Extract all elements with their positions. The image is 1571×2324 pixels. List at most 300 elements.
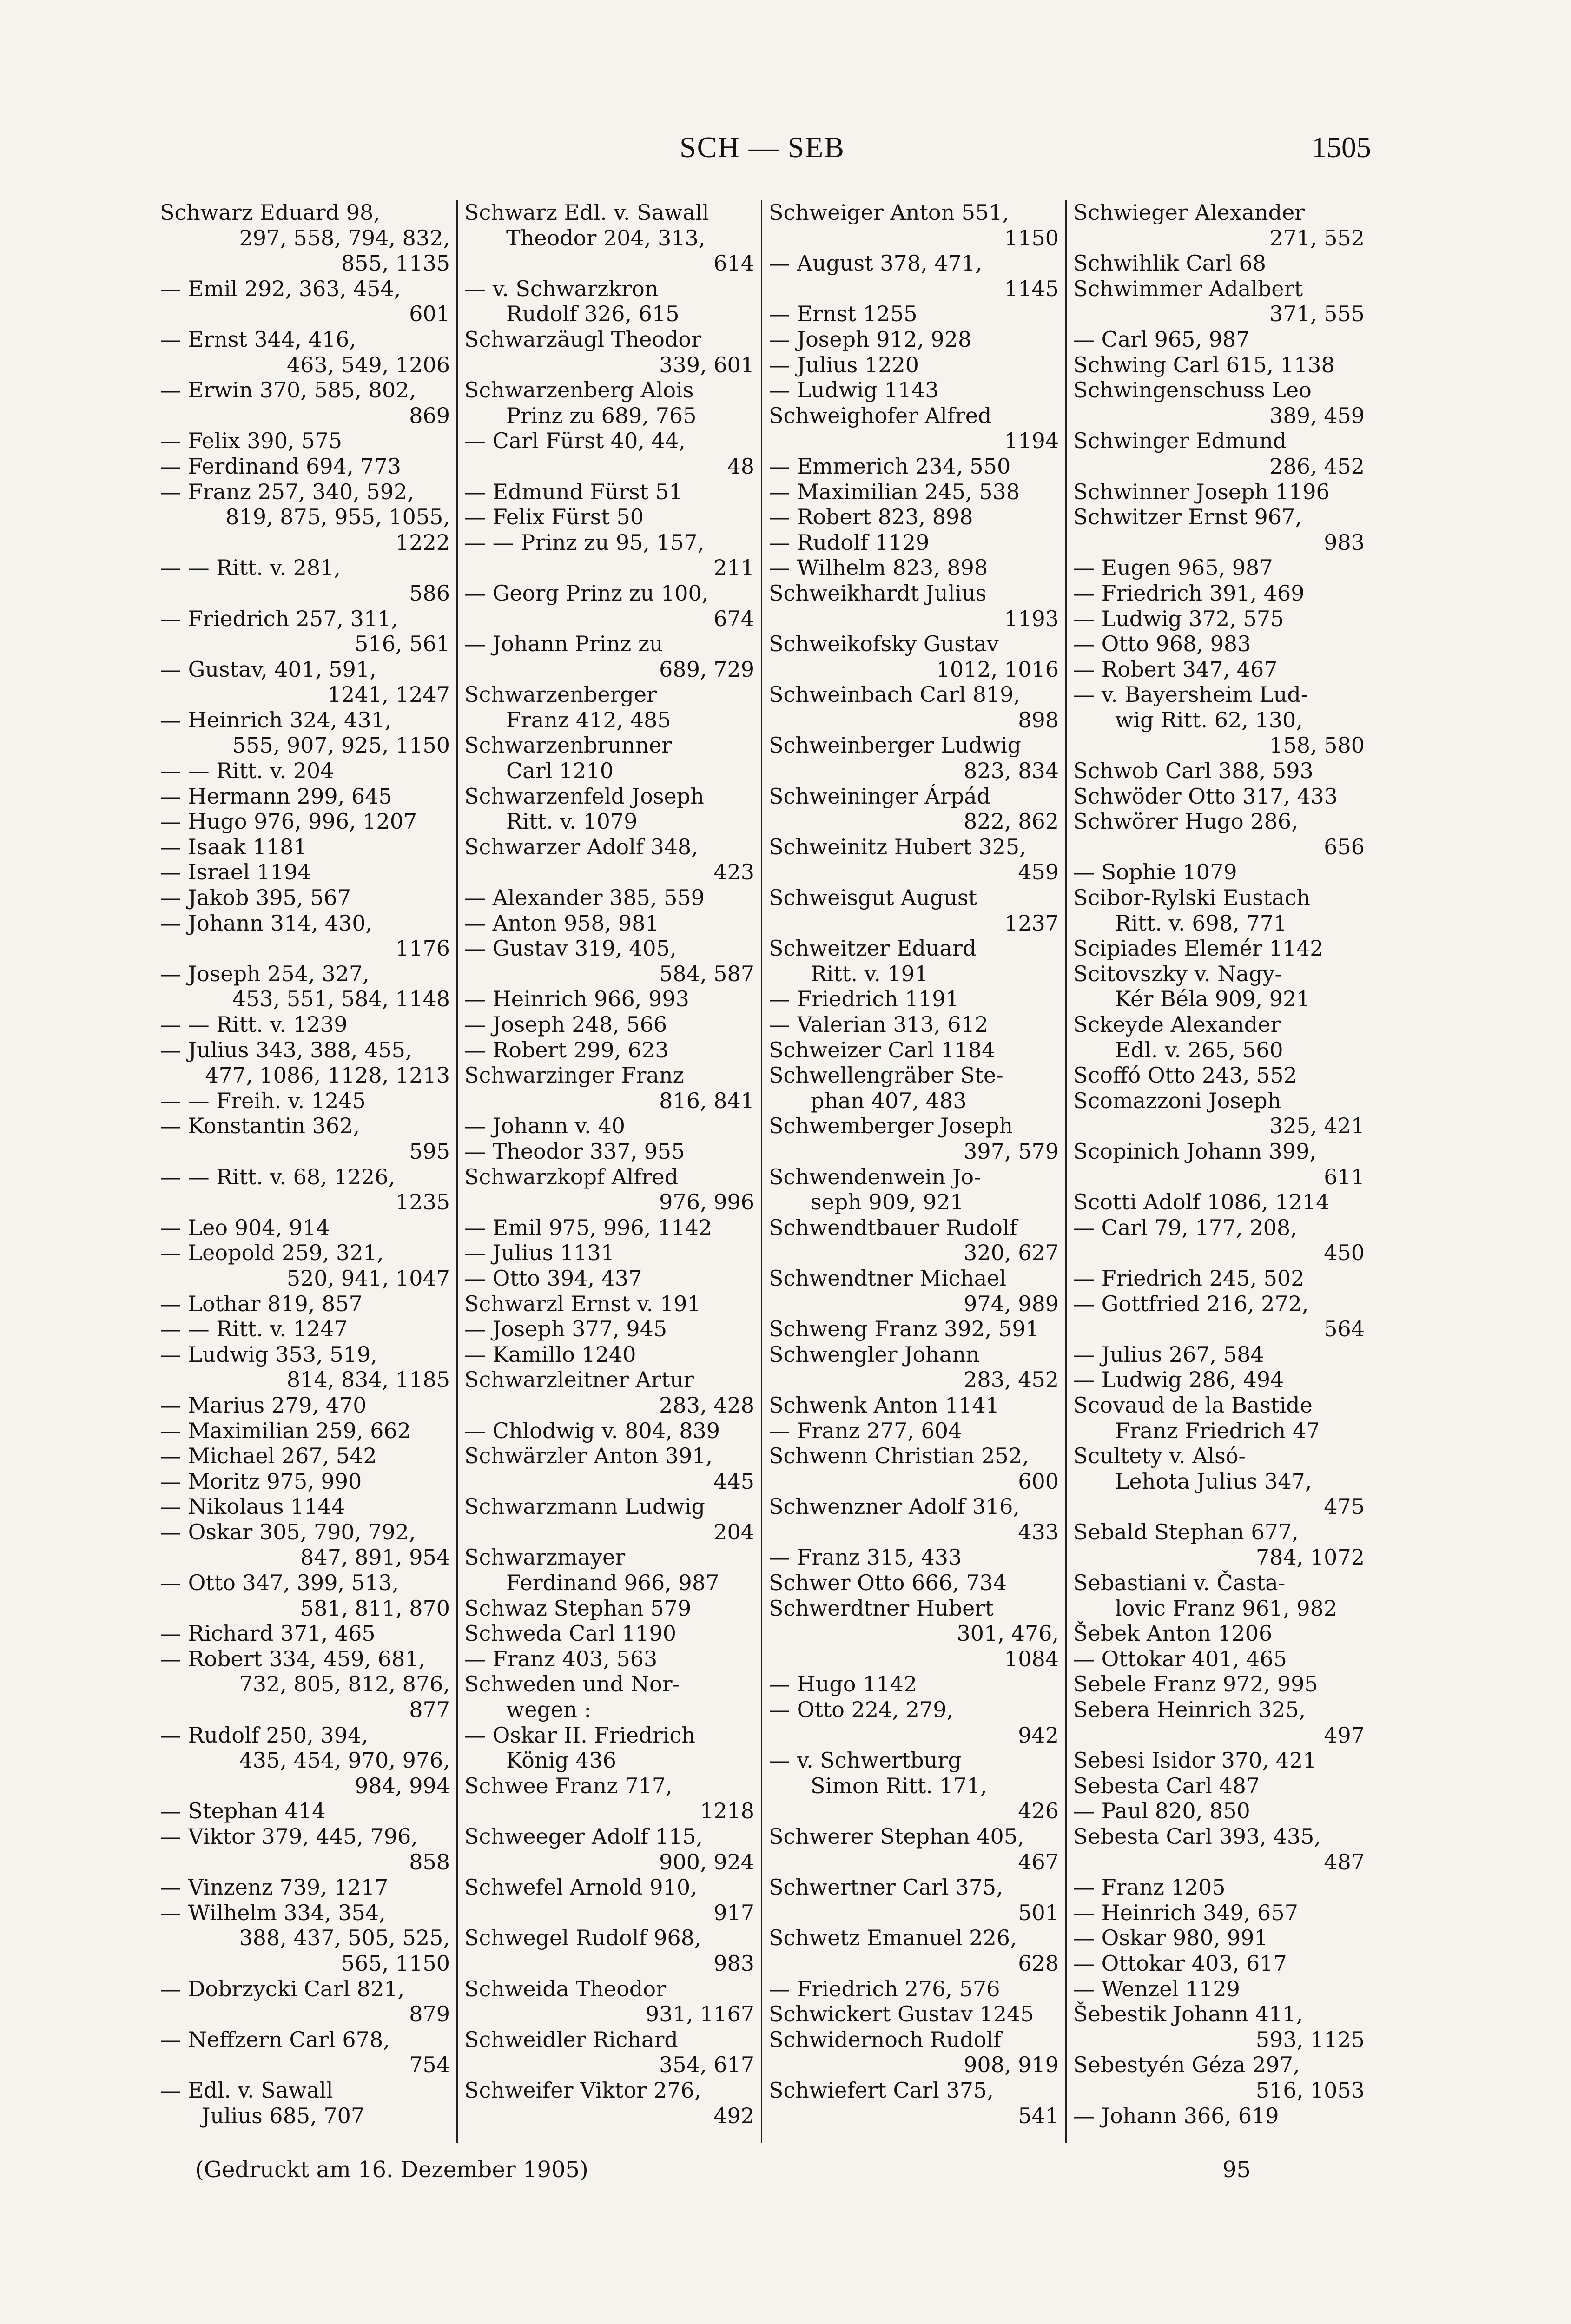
index-entry-line: — Hermann 299, 645 (160, 783, 392, 809)
index-entry-line: — Wilhelm 334, 354, (160, 1900, 386, 1925)
index-entry-line: — Edl. v. Sawall (160, 2077, 333, 2103)
index-entry-line: 426 (1018, 1798, 1059, 1824)
index-entry-line: — Otto 968, 983 (1073, 631, 1251, 657)
index-entry-line: 974, 989 (964, 1291, 1059, 1316)
index-entry-line: Schwarzenbrunner (464, 733, 672, 758)
index-entry-line: 297, 558, 794, 832, (239, 225, 450, 251)
index-entry-line: — Alexander 385, 559 (464, 885, 705, 911)
index-entry-line: Schwaz Stephan 579 (464, 1595, 692, 1621)
index-entry-line: 754 (409, 2052, 450, 2078)
index-entry-line: König 436 (506, 1748, 617, 1773)
index-entry-line: — Johann 314, 430, (160, 910, 373, 936)
index-entry-line: Schwetz Emanuel 226, (769, 1925, 1017, 1951)
index-entry-line: — Maximilian 245, 538 (769, 479, 1020, 504)
index-entry-line: Scotti Adolf 1086, 1214 (1073, 1189, 1330, 1215)
index-entry-line: 1235 (395, 1189, 450, 1215)
index-entry-line: Sebald Stephan 677, (1073, 1519, 1299, 1545)
index-entry-line: Schwickert Gustav 1245 (769, 2001, 1034, 2027)
index-entry-line: 1084 (1004, 1646, 1059, 1671)
index-entry-line: 1218 (700, 1798, 754, 1824)
index-entry-line: Scibor-Rylski Eustach (1073, 885, 1311, 911)
index-entry-line: — Joseph 377, 945 (464, 1316, 667, 1342)
index-entry-line: Schwinger Edmund (1073, 428, 1287, 454)
index-entry-line: 600 (1018, 1468, 1059, 1494)
index-entry-line: — Friedrich 245, 502 (1073, 1265, 1305, 1291)
index-entry-line: 211 (713, 555, 754, 581)
index-entry-line: — Franz 277, 604 (769, 1418, 962, 1443)
index-entry-line: Schwarzenberger (464, 682, 657, 707)
index-entry-line: 467 (1018, 1849, 1059, 1875)
index-entry-line: 158, 580 (1269, 733, 1365, 758)
index-entry-line: 339, 601 (659, 352, 754, 377)
index-entry-line: — Eugen 965, 987 (1073, 555, 1273, 581)
index-entry-line: 555, 907, 925, 1150 (232, 733, 450, 758)
index-entry-line: — Heinrich 966, 993 (464, 986, 689, 1012)
index-entry-line: Schwendenwein Jo- (769, 1164, 981, 1189)
index-entry-line: — Gustav 319, 405, (464, 936, 677, 961)
index-entry-line: 564 (1324, 1316, 1365, 1342)
index-entry-line: Schwinner Joseph 1196 (1073, 479, 1330, 504)
index-entry-line: 397, 579 (964, 1138, 1059, 1164)
index-entry-line: 983 (713, 1950, 754, 1976)
index-entry-line: 1150 (1004, 225, 1059, 251)
index-entry-line: Sckeyde Alexander (1073, 1012, 1281, 1037)
index-entry-line: 869 (409, 403, 450, 428)
index-entry-line: — Felix Fürst 50 (464, 504, 644, 530)
index-entry-line: Schweeger Adolf 115, (464, 1824, 703, 1849)
index-entry-line: Scovaud de la Bastide (1073, 1392, 1313, 1418)
index-entry-line: — Carl 79, 177, 208, (1073, 1215, 1297, 1240)
index-entry-line: 389, 459 (1269, 403, 1365, 428)
index-entry-line: Prinz zu 689, 765 (506, 403, 697, 428)
index-entry-line: Franz 412, 485 (506, 707, 671, 733)
print-date-note: (Gedruckt am 16. Dezember 1905) (195, 2157, 588, 2183)
index-entry-line: Schwenzner Adolf 316, (769, 1494, 1020, 1519)
index-entry-line: Schweizer Carl 1184 (769, 1037, 996, 1063)
index-entry-line: 435, 454, 970, 976, (239, 1748, 450, 1773)
index-entry-line: — Emil 975, 996, 1142 (464, 1215, 713, 1240)
index-entry-line: Schweida Theodor (464, 1976, 667, 2001)
index-entry-line: 48 (727, 453, 754, 479)
index-entry-line: Schwarzenfeld Joseph (464, 783, 704, 809)
index-entry-line: 584, 587 (659, 961, 754, 986)
index-entry-line: Schwendtner Michael (769, 1265, 1007, 1291)
index-entry-line: — Emmerich 234, 550 (769, 453, 1011, 479)
index-entry-line: — Ernst 1255 (769, 301, 918, 327)
index-entry-line: 354, 617 (659, 2052, 754, 2078)
index-entry-line: 477, 1086, 1128, 1213 (205, 1063, 450, 1088)
index-entry-line: Schwemberger Joseph (769, 1113, 1013, 1139)
index-entry-line: seph 909, 921 (811, 1189, 964, 1215)
index-entry-line: — Edmund Fürst 51 (464, 479, 683, 504)
index-entry-line: Schwarzinger Franz (464, 1063, 684, 1088)
index-entry-line: 516, 1053 (1255, 2077, 1365, 2103)
index-entry-line: Scopinich Johann 399, (1073, 1138, 1316, 1164)
index-entry-line: Schweighofer Alfred (769, 403, 992, 428)
index-entry-line: Scipiades Elemér 1142 (1073, 936, 1324, 961)
index-entry-line: Schweidler Richard (464, 2027, 678, 2052)
index-entry-line: Schweifer Viktor 276, (464, 2077, 701, 2103)
index-entry-line: Schwarzenberg Alois (464, 377, 694, 403)
index-entry-line: 908, 919 (964, 2052, 1059, 2078)
index-entry-line: Schwarzer Adolf 348, (464, 834, 698, 859)
index-entry-line: — Wilhelm 823, 898 (769, 555, 988, 581)
index-entry-line: — Ernst 344, 416, (160, 326, 356, 352)
index-entry-line: Schwitzer Ernst 967, (1073, 504, 1302, 530)
index-entry-line: — Leo 904, 914 (160, 1215, 330, 1240)
index-entry-line: — Lothar 819, 857 (160, 1291, 363, 1316)
index-entry-line: — Otto 347, 399, 513, (160, 1570, 399, 1596)
index-entry-line: — Franz 257, 340, 592, (160, 479, 414, 504)
index-entry-line: Sebesi Isidor 370, 421 (1073, 1748, 1317, 1773)
index-entry-line: Franz Friedrich 47 (1115, 1418, 1320, 1443)
index-entry-line: 976, 996 (659, 1189, 754, 1215)
index-entry-line: — Heinrich 324, 431, (160, 707, 392, 733)
index-entry-line: Schwarz Edl. v. Sawall (464, 200, 709, 225)
index-entry-line: Schwarzmann Ludwig (464, 1494, 705, 1519)
index-entry-line: Schwarzmayer (464, 1545, 626, 1570)
index-entry-line: Scomazzoni Joseph (1073, 1088, 1281, 1113)
index-entry-line: 819, 875, 955, 1055, (225, 504, 450, 530)
index-entry-line: Kér Béla 909, 921 (1115, 986, 1310, 1012)
index-entry-line: Schwerdtner Hubert (769, 1595, 994, 1621)
index-entry-line: — Richard 371, 465 (160, 1621, 376, 1646)
index-entry-line: 204 (713, 1519, 754, 1545)
index-entry-line: 1222 (395, 529, 450, 555)
index-entry-line: 847, 891, 954 (300, 1545, 450, 1570)
page-title: SCH — SEB (680, 131, 845, 164)
index-entry-line: 917 (713, 1900, 754, 1925)
index-entry-line: Schwärzler Anton 391, (464, 1443, 713, 1469)
index-entry-line: Schweinitz Hubert 325, (769, 834, 1026, 859)
index-entry-line: 689, 729 (659, 656, 754, 682)
index-entry-line: 898 (1018, 707, 1059, 733)
index-entry-line: — Leopold 259, 321, (160, 1240, 384, 1266)
index-entry-line: 858 (409, 1849, 450, 1875)
index-entry-line: Schwidernoch Rudolf (769, 2027, 1002, 2052)
index-entry-line: — Otto 224, 279, (769, 1697, 954, 1723)
sheet-signature: 95 (1222, 2157, 1251, 2183)
index-entry-line: — — Freih. v. 1245 (160, 1088, 366, 1113)
index-entry-line: Šebek Anton 1206 (1073, 1621, 1273, 1646)
index-entry-line: — Oskar 305, 790, 792, (160, 1519, 416, 1545)
index-entry-line: — Felix 390, 575 (160, 428, 343, 454)
index-entry-line: Schweikhardt Julius (769, 580, 987, 606)
index-entry-line: Schwendtbauer Rudolf (769, 1215, 1017, 1240)
index-entry-line: Schweitzer Eduard (769, 936, 977, 961)
index-entry-line: Scitovszky v. Nagy- (1073, 961, 1282, 986)
index-entry-line: — Vinzenz 739, 1217 (160, 1875, 389, 1900)
index-columns (153, 200, 1376, 2143)
index-entry-line: — Robert 347, 467 (1073, 656, 1278, 682)
index-entry-line: Simon Ritt. 171, (811, 1773, 987, 1798)
index-entry-line: 501 (1018, 1900, 1059, 1925)
index-entry-line: Schwob Carl 388, 593 (1073, 758, 1314, 784)
index-entry-line: — v. Bayersheim Lud- (1073, 682, 1308, 707)
index-entry-line: — — Prinz zu 95, 157, (464, 529, 705, 555)
index-entry-line: — Ludwig 1143 (769, 377, 939, 403)
index-entry-line: — Johann v. 40 (464, 1113, 625, 1139)
index-entry-line: — Robert 823, 898 (769, 504, 973, 530)
index-entry-line: 823, 834 (964, 758, 1059, 784)
index-entry-line: — — Ritt. v. 1247 (160, 1316, 348, 1342)
index-entry-line: — Friedrich 391, 469 (1073, 580, 1305, 606)
index-entry-line: — Joseph 912, 928 (769, 326, 972, 352)
index-entry-line: Schweinberger Ludwig (769, 733, 1021, 758)
index-entry-line: — Franz 403, 563 (464, 1646, 658, 1671)
index-entry-line: — Nikolaus 1144 (160, 1494, 345, 1519)
index-entry-line: Schwertner Carl 375, (769, 1875, 1003, 1900)
index-entry-line: Schwarz Eduard 98, (160, 200, 380, 225)
index-entry-line: 942 (1018, 1722, 1059, 1748)
index-entry-line: Rudolf 326, 615 (506, 301, 680, 327)
index-entry-line: 371, 555 (1269, 301, 1365, 327)
index-entry-line: — Friedrich 257, 311, (160, 606, 398, 631)
index-entry-line: 565, 1150 (341, 1950, 450, 1976)
index-entry-line: 816, 841 (659, 1088, 754, 1113)
index-entry-line: — Julius 343, 388, 455, (160, 1037, 412, 1063)
index-entry-line: wig Ritt. 62, 130, (1115, 707, 1303, 733)
index-entry-line: Schwenk Anton 1141 (769, 1392, 999, 1418)
index-entry-line: 595 (409, 1138, 450, 1164)
index-entry-line: — Hugo 1142 (769, 1671, 918, 1697)
index-entry-line: — Gottfried 216, 272, (1073, 1291, 1309, 1316)
index-entry-line: — Hugo 976, 996, 1207 (160, 809, 417, 834)
index-column-2 (458, 200, 762, 2143)
index-entry-line: — — Ritt. v. 281, (160, 555, 341, 581)
index-entry-line: — Friedrich 276, 576 (769, 1976, 1000, 2001)
index-entry-line: Sebesta Carl 487 (1073, 1773, 1260, 1798)
index-entry-line: — Rudolf 1129 (769, 529, 930, 555)
index-entry-line: Scoffó Otto 243, 552 (1073, 1063, 1297, 1088)
index-entry-line: 984, 994 (355, 1773, 450, 1798)
index-entry-line: Schwengler Johann (769, 1341, 980, 1367)
index-entry-line: — Chlodwig v. 804, 839 (464, 1418, 720, 1443)
index-entry-line: — Emil 292, 363, 454, (160, 276, 401, 301)
index-entry-line: 614 (713, 251, 754, 276)
index-entry-line: 516, 561 (355, 631, 450, 657)
index-entry-line: — August 378, 471, (769, 251, 982, 276)
index-entry-line: — — Ritt. v. 1239 (160, 1012, 348, 1037)
index-entry-line: 814, 834, 1185 (286, 1367, 450, 1393)
index-entry-line: 325, 421 (1269, 1113, 1365, 1139)
index-entry-line: Schwellengräber Ste- (769, 1063, 1003, 1088)
index-entry-line: 497 (1324, 1722, 1365, 1748)
index-entry-line: 520, 941, 1047 (286, 1265, 450, 1291)
index-entry-line: — Ottokar 401, 465 (1073, 1646, 1287, 1671)
page-number: 1505 (1312, 131, 1371, 164)
index-entry-line: — Julius 267, 584 (1073, 1341, 1264, 1367)
index-entry-line: Schwarzkopf Alfred (464, 1164, 679, 1189)
index-entry-line: 463, 549, 1206 (286, 352, 450, 377)
index-entry-line: — Wenzel 1129 (1073, 1976, 1240, 2001)
index-entry-line: — Jakob 395, 567 (160, 885, 351, 911)
index-entry-line: — Georg Prinz zu 100, (464, 580, 709, 606)
index-entry-line: — Sophie 1079 (1073, 859, 1237, 885)
index-entry-line: Schweininger Árpád (769, 783, 990, 809)
index-entry-line: phan 407, 483 (811, 1088, 967, 1113)
index-entry-line: — Oskar 980, 991 (1073, 1925, 1268, 1951)
index-entry-line: 433 (1018, 1519, 1059, 1545)
index-entry-line: — Anton 958, 981 (464, 910, 659, 936)
index-entry-line: Schwiefert Carl 375, (769, 2077, 994, 2103)
index-entry-line: Schwihlik Carl 68 (1073, 251, 1267, 276)
index-entry-line: 453, 551, 584, 1148 (232, 986, 450, 1012)
index-entry-line: — Johann 366, 619 (1073, 2103, 1279, 2128)
index-entry-line: 459 (1018, 859, 1059, 885)
index-entry-line: Schwenn Christian 252, (769, 1443, 1029, 1469)
index-entry-line: 283, 452 (964, 1367, 1059, 1393)
index-entry-line: Sebera Heinrich 325, (1073, 1697, 1306, 1723)
index-entry-line: 445 (713, 1468, 754, 1494)
index-entry-line: 283, 428 (659, 1392, 754, 1418)
index-entry-line: 388, 437, 505, 525, (239, 1925, 450, 1951)
index-entry-line: 450 (1324, 1240, 1365, 1266)
index-entry-line: Schwieger Alexander (1073, 200, 1305, 225)
index-entry-line: 611 (1324, 1164, 1365, 1189)
index-entry-line: Schwarzäugl Theodor (464, 326, 702, 352)
index-entry-line: Sebestyén Géza 297, (1073, 2052, 1300, 2078)
index-entry-line: Ritt. v. 191 (811, 961, 929, 986)
index-entry-line: Schweda Carl 1190 (464, 1621, 677, 1646)
index-column-4 (1067, 200, 1371, 2143)
index-entry-line: — Oskar II. Friedrich (464, 1722, 695, 1748)
index-entry-line: — Stephan 414 (160, 1798, 326, 1824)
index-entry-line: Schwimmer Adalbert (1073, 276, 1303, 301)
index-entry-line: 320, 627 (964, 1240, 1059, 1266)
index-entry-line: Schwörer Hugo 286, (1073, 809, 1298, 834)
index-entry-line: — Neffzern Carl 678, (160, 2027, 390, 2052)
index-entry-line: — — Ritt. v. 68, 1226, (160, 1164, 396, 1189)
index-entry-line: — Ferdinand 694, 773 (160, 453, 401, 479)
index-entry-line: — Franz 1205 (1073, 1875, 1226, 1900)
index-entry-line: 879 (409, 2001, 450, 2027)
index-entry-line: 1193 (1004, 606, 1059, 631)
index-entry-line: lovic Franz 961, 982 (1115, 1595, 1338, 1621)
index-column-3 (762, 200, 1067, 2143)
index-entry-line: 475 (1324, 1494, 1365, 1519)
index-entry-line: Lehota Julius 347, (1115, 1468, 1312, 1494)
index-entry-line: — Carl Fürst 40, 44, (464, 428, 686, 454)
index-entry-line: — Robert 299, 623 (464, 1037, 669, 1063)
index-entry-line: 601 (409, 301, 450, 327)
index-entry-line: Schwarzl Ernst v. 191 (464, 1291, 701, 1316)
index-entry-line: — Ludwig 353, 519, (160, 1341, 377, 1367)
index-entry-line: 286, 452 (1269, 453, 1365, 479)
index-entry-line: Scultety v. Alsó- (1073, 1443, 1246, 1469)
index-entry-line: wegen : (506, 1697, 592, 1723)
index-entry-line: — Johann Prinz zu (464, 631, 663, 657)
index-entry-line: Schwing Carl 615, 1138 (1073, 352, 1335, 377)
index-entry-line: 855, 1135 (341, 251, 450, 276)
index-entry-line: Carl 1210 (506, 758, 614, 784)
index-entry-line: Julius 685, 707 (202, 2103, 365, 2128)
index-entry-line: — Erwin 370, 585, 802, (160, 377, 416, 403)
index-entry-line: Sebele Franz 972, 995 (1073, 1671, 1318, 1697)
index-entry-line: 492 (713, 2103, 754, 2128)
index-entry-line: 931, 1167 (645, 2001, 754, 2027)
index-entry-line: Schwerer Stephan 405, (769, 1824, 1024, 1849)
index-entry-line: 1194 (1004, 428, 1059, 454)
index-entry-line: Ritt. v. 1079 (506, 809, 638, 834)
index-entry-line: — Michael 267, 542 (160, 1443, 377, 1469)
index-column-1 (153, 200, 458, 2143)
index-entry-line: Schweinbach Carl 819, (769, 682, 1021, 707)
index-entry-line: — Kamillo 1240 (464, 1341, 636, 1367)
index-entry-line: Schwöder Otto 317, 433 (1073, 783, 1338, 809)
index-entry-line: Edl. v. 265, 560 (1115, 1037, 1283, 1063)
index-entry-line: 732, 805, 812, 876, (239, 1671, 450, 1697)
index-entry-line: 1176 (395, 936, 450, 961)
index-entry-line: Schwee Franz 717, (464, 1773, 673, 1798)
index-entry-line: Schwegel Rudolf 968, (464, 1925, 701, 1951)
index-entry-line: — Franz 315, 433 (769, 1545, 962, 1570)
index-entry-line: Schwefel Arnold 910, (464, 1875, 697, 1900)
index-entry-line: Sebastiani v. Časta- (1073, 1570, 1286, 1596)
index-entry-line: Schwingenschuss Leo (1073, 377, 1312, 403)
index-entry-line: — Maximilian 259, 662 (160, 1418, 411, 1443)
index-entry-line: — Konstantin 362, (160, 1113, 360, 1139)
index-entry-line: — Otto 394, 437 (464, 1265, 642, 1291)
index-entry-line: — Isaak 1181 (160, 834, 307, 859)
index-entry-line: — Rudolf 250, 394, (160, 1722, 368, 1748)
index-entry-line: Schwer Otto 666, 734 (769, 1570, 1007, 1596)
index-entry-line: Schwarzleitner Artur (464, 1367, 694, 1393)
index-entry-line: — Carl 965, 987 (1073, 326, 1250, 352)
index-entry-line: Theodor 204, 313, (506, 225, 706, 251)
index-entry-line: 581, 811, 870 (300, 1595, 450, 1621)
index-entry-line: 423 (713, 859, 754, 885)
index-entry-line: Šebestik Johann 411, (1073, 2001, 1303, 2027)
index-entry-line: 487 (1324, 1849, 1365, 1875)
index-entry-line: — — Ritt. v. 204 (160, 758, 334, 784)
index-entry-line: — Friedrich 1191 (769, 986, 959, 1012)
index-entry-line: 628 (1018, 1950, 1059, 1976)
index-entry-line: 877 (409, 1697, 450, 1723)
index-entry-line: 586 (409, 580, 450, 606)
index-entry-line: — Ludwig 372, 575 (1073, 606, 1284, 631)
index-entry-line: 593, 1125 (1255, 2027, 1365, 2052)
index-entry-line: 784, 1072 (1255, 1545, 1365, 1570)
index-entry-line: 900, 924 (659, 1849, 754, 1875)
index-entry-line: 1012, 1016 (936, 656, 1059, 682)
index-entry-line: — Israel 1194 (160, 859, 311, 885)
index-entry-line: 1145 (1004, 276, 1059, 301)
index-entry-line: — Heinrich 349, 657 (1073, 1900, 1298, 1925)
index-entry-line: Ritt. v. 698, 771 (1115, 910, 1287, 936)
index-entry-line: 271, 552 (1269, 225, 1365, 251)
index-entry-line: Schweikofsky Gustav (769, 631, 999, 657)
index-entry-line: — v. Schwarzkron (464, 276, 659, 301)
index-entry-line: — Joseph 248, 566 (464, 1012, 667, 1037)
index-entry-line: Sebesta Carl 393, 435, (1073, 1824, 1321, 1849)
index-entry-line: — Paul 820, 850 (1073, 1798, 1250, 1824)
index-entry-line: — Marius 279, 470 (160, 1392, 367, 1418)
index-entry-line: — Theodor 337, 955 (464, 1138, 685, 1164)
index-entry-line: — Ludwig 286, 494 (1073, 1367, 1284, 1393)
index-entry-line: — Joseph 254, 327, (160, 961, 370, 986)
index-entry-line: 983 (1324, 529, 1365, 555)
index-entry-line: Schweng Franz 392, 591 (769, 1316, 1039, 1342)
page-header (153, 130, 1371, 172)
index-entry-line: — Gustav, 401, 591, (160, 656, 376, 682)
index-entry-line: Ferdinand 966, 987 (506, 1570, 719, 1596)
index-entry-line: 674 (713, 606, 754, 631)
index-entry-line: — Valerian 313, 612 (769, 1012, 989, 1037)
index-entry-line: Schweisgut August (769, 885, 977, 911)
index-entry-line: — v. Schwertburg (769, 1748, 962, 1773)
index-entry-line: 656 (1324, 834, 1365, 859)
